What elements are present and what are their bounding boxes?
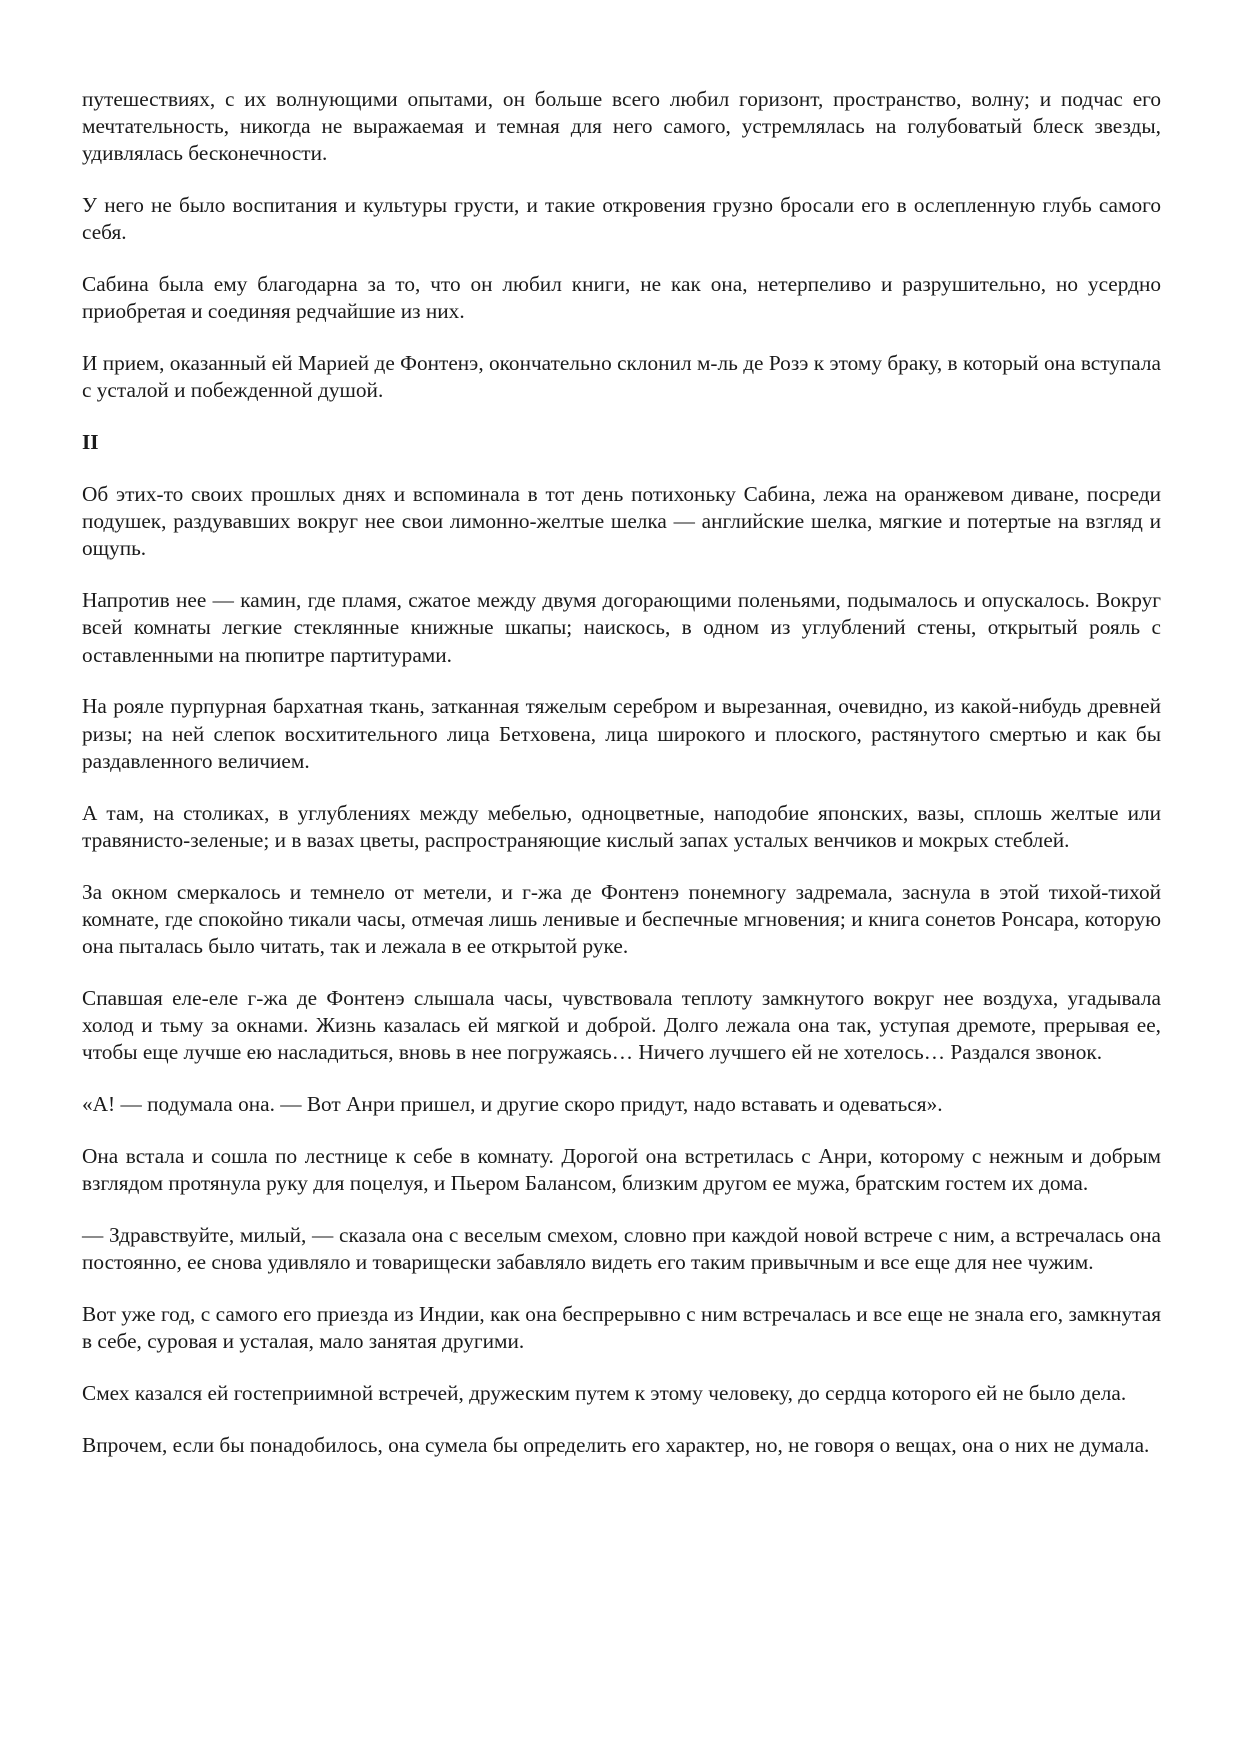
- paragraph: путешествиях, с их волнующими опытами, он больше всего любил горизонт, пространство, волну; и подчас его мечтательность, никогда не выражаемая и темная для него самого, устремлялась на голубоватый блеск звезды, удивлялась бесконечности.: [82, 87, 1161, 166]
- paragraph: У него не было воспитания и культуры грусти, и такие откровения грузно бросали его в ослепленную глубь самого себя.: [82, 193, 1161, 245]
- paragraph: — Здравствуйте, милый, — сказала она с веселым смехом, словно при каждой новой встрече с ним, а встречалась она постоянно, ее снова удивляло и товарищески забавляло видеть его таким привычным и все еще для нее чужим.: [82, 1222, 1161, 1275]
- paragraph: Спавшая еле-еле г-жа де Фонтенэ слышала часы, чувствовала теплоту замкнутого вокруг нее воздуха, угадывала холод и тьму за окнами. Жизнь казалась ей мягкой и доброй. Долго лежала она так, уступая дремоте, прерывая ее, чтобы еще лучше ею насладиться, вновь в нее погружаясь… Ничего лучшего ей не хотелось… Раздался звонок.: [82, 985, 1161, 1065]
- paragraph: Впрочем, если бы понадобилось, она сумела бы определить его характер, но, не говоря о вещах, она о них не думала.: [82, 1432, 1150, 1457]
- paragraph: Напротив нее — камин, где пламя, сжатое между двумя догорающими поленьями, подымалось и опускалось. Вокруг всей комнаты легкие стеклянные книжные шкапы; наискось, в одном из углублений стены, открытый рояль с оставленными на пюпитре партитурами.: [82, 588, 1161, 667]
- chapter-heading: II: [82, 430, 99, 455]
- paragraph: Вот уже год, с самого его приезда из Индии, как она беспрерывно с ним встречалась и все еще не знала его, замкнутая в себе, суровая и усталая, мало занятая другими.: [82, 1301, 1161, 1354]
- paragraph: А там, на столиках, в углублениях между мебелью, одноцветные, наподобие японских, вазы, сплошь желтые или травянисто-зеленые; и в вазах цветы, распространяющие кислый запах усталых венчиков и мокрых стеблей.: [82, 800, 1161, 852]
- paragraph: Она встала и сошла по лестнице к себе в комнату. Дорогой она встретилась с Анри, которому с нежным и добрым взглядом протянула руку для поцелуя, и Пьером Балансом, близким другом ее мужа, братским гостем их дома.: [82, 1143, 1161, 1196]
- paragraph: Сабина была ему благодарна за то, что он любил книги, не как она, нетерпеливо и разрушительно, но усердно приобретая и соединяя редчайшие из них.: [82, 272, 1161, 324]
- paragraph: За окном смеркалось и темнело от метели, и г-жа де Фонтенэ понемногу задремала, заснула в этой тихой-тихой комнате, где спокойно тикали часы, отмечая лишь ленивые и беспечные мгновения; и книга сонетов Ронсара, которую она пыталась было читать, так и лежала в ее открытой руке.: [82, 879, 1161, 959]
- paragraph: Об этих-то своих прошлых днях и вспоминала в тот день потихоньку Сабина, лежа на оранжевом диване, посреди подушек, раздувавших вокруг нее свои лимонно-желтые шелка — английские шелка, мягкие и потертые на взгляд и ощупь.: [82, 482, 1161, 561]
- paragraph: Смех казался ей гостеприимной встречей, дружеским путем к этому человеку, до сердца которого ей не было дела.: [82, 1380, 1127, 1405]
- paragraph: И прием, оказанный ей Марией де Фонтенэ, окончательно склонил м-ль де Розэ к этому браку, в который она вступала с усталой и побежденной душой.: [82, 351, 1161, 403]
- paragraph: «А! — подумала она. — Вот Анри пришел, и другие скоро придут, надо вставать и одеваться».: [82, 1092, 943, 1117]
- paragraph: На рояле пурпурная бархатная ткань, затканная тяжелым серебром и вырезанная, очевидно, из какой-нибудь древней ризы; на ней слепок восхитительного лица Бетховена, лица широкого и плоского, растянутого смертью и как бы раздавленного величием.: [82, 694, 1161, 773]
- document-page: [82, 86, 1161, 1483]
